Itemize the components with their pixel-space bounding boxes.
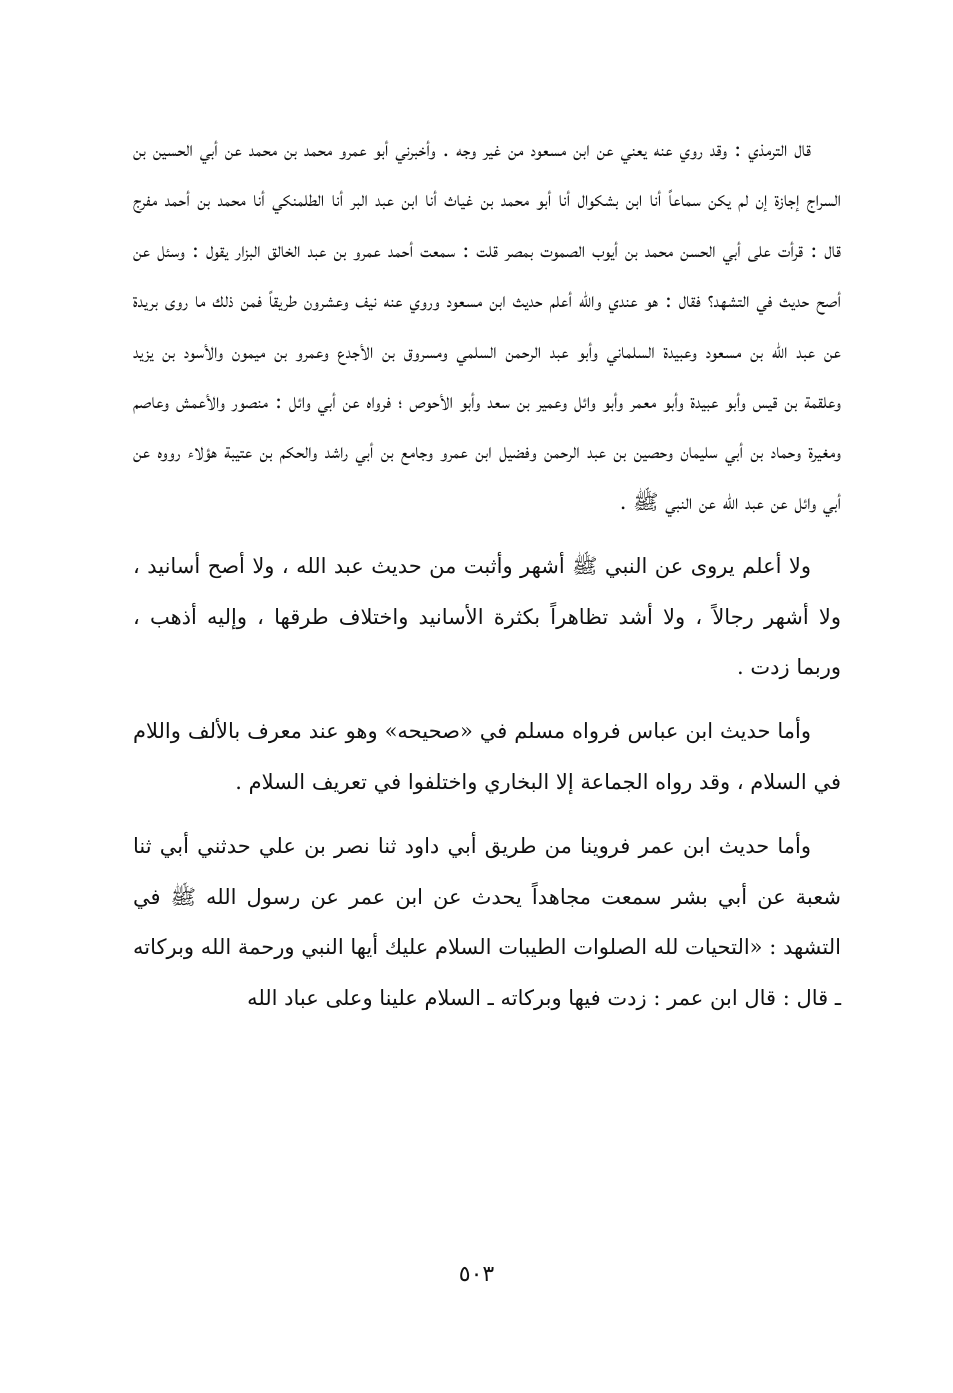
page-number: ٥٠٣ bbox=[458, 1262, 495, 1287]
paragraph-1: قال الترمذي : وقد روي عنه يعني عن ابن مسعود من غير وجه . وأخبرني أبو عمرو محمد بن محمد عن أبي الحسين بن السراج إجازة إن لم يكن سماعاً أنا ابن بشكوال أنا أبو محمد بن غياث أنا ابن عبد البر أنا الطلمنكي أنا محمد بن أحمد مفرج قال : قرأت على أبي الحسن محمد بن أيوب الصموت بمصر قلت : سمعت أحمد عمرو بن عبد الخالق البزار يقول : وسئل عن أصح حديث في التشهد؟ فقال : هو عندي والله أعلم حديث ابن مسعود وروي عنه نيف وعشرون طريقاً فمن ذلك ما روى بريدة عن عبد الله بن مسعود وعبيدة السلماني وأبو عبد الرحمن السلمي ومسروق بن الأجدع وعمرو بن ميمون والأسود بن يزيد وعلقمة بن قيس وأبو عبيدة وأبو معمر وأبو وائل وعمير بن سعد وأبو الأحوص ؛ فرواه عن أبي وائل : منصور والأعمش وعاصم ومغيرة وحماد بن أبي سليمان وحصين بن عبد الرحمن وفضيل ابن عمرو وجامع بن أبي راشد والحكم بن عتيبة هؤلاء رووه عن أبي وائل عن عبد الله عن النبي ﷺ . bbox=[133, 137, 841, 514]
paragraph-2: ولا أعلم يروى عن النبي ﷺ أشهر وأثبت من حديث عبد الله ، ولا أصح أسانيد ، ولا أشهر رجالاً ، ولا أشد تظاهراً بكثرة الأسانيد واختلاف طرقها ، وإليه أذهب ، وربما زدت . bbox=[133, 554, 841, 680]
paragraph-3: وأما حديث ابن عباس فرواه مسلم في «صحيحه» وهو عند معرف بالألف واللام في السلام ، وقد رواه الجماعة إلا البخاري واختلفوا في تعريف السلام . bbox=[133, 719, 841, 794]
body-text bbox=[133, 124, 841, 1023]
paragraph-4: وأما حديث ابن عمر فروينا من طريق أبي داود ثنا نصر بن علي حدثني أبي ثنا شعبة عن أبي بشر سمعت مجاهداً يحدث عن ابن عمر عن رسول الله ﷺ في التشهد : «التحيات لله الصلوات الطيبات السلام عليك أيها النبي ورحمة الله وبركاته ـ قال : قال ابن عمر : زدت فيها وبركاته ـ السلام علينا وعلى عباد الله bbox=[133, 834, 841, 1010]
